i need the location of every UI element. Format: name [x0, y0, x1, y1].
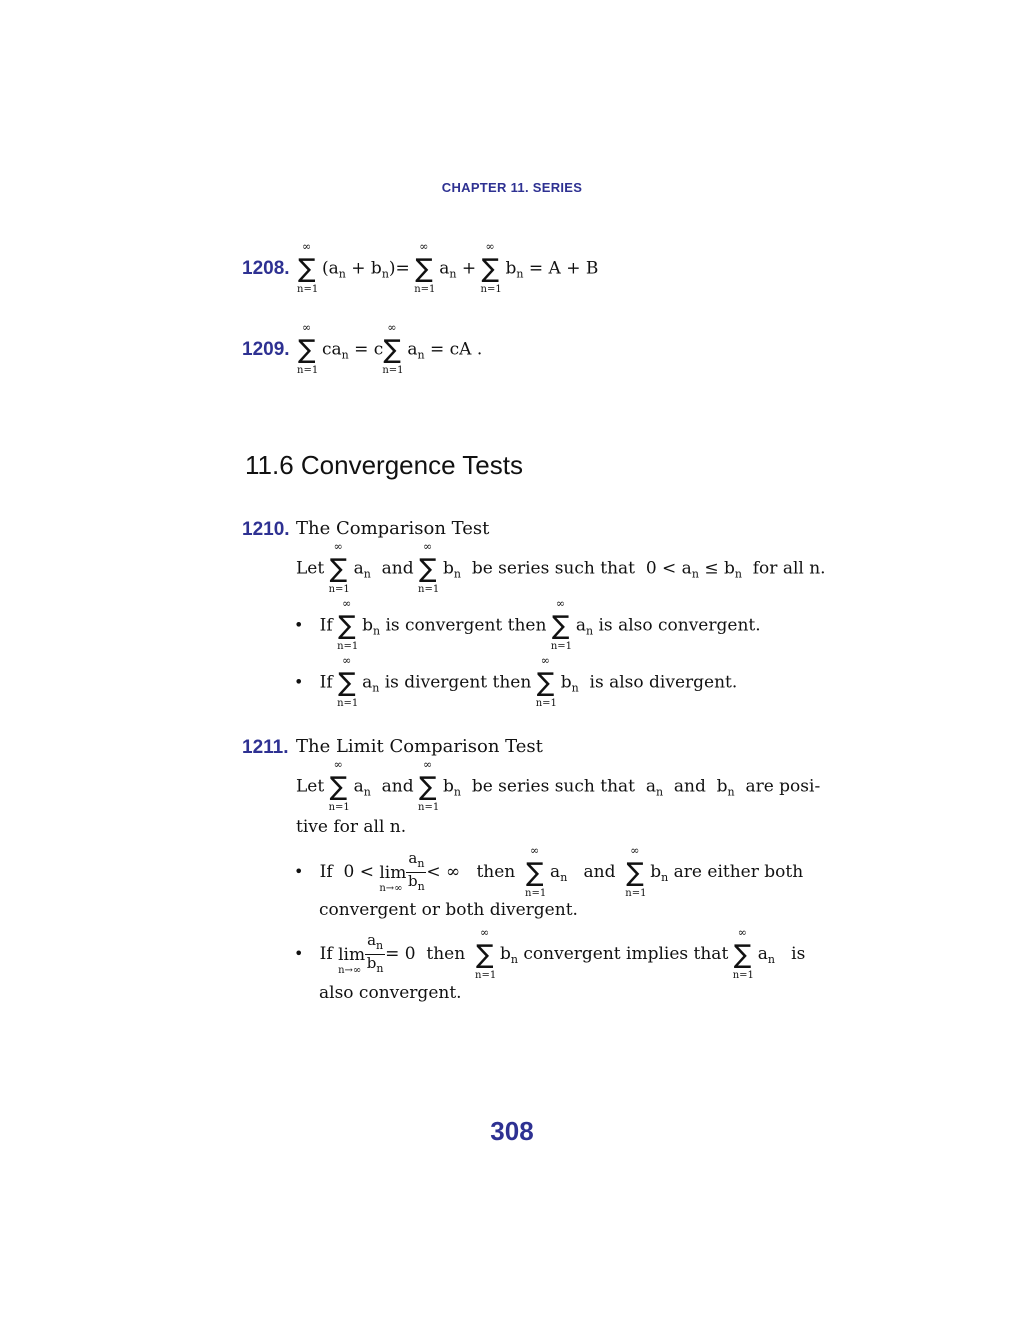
fraction-an-bn: $\frac{a_n}{b_n}$ [366, 931, 384, 975]
limit-expression: lim n→∞ [338, 944, 366, 976]
summation-symbol: ∞ ∑ n=1 [475, 925, 497, 981]
summation-symbol: ∞ ∑ n=1 [418, 540, 440, 595]
summation-symbol: ∞ ∑ n=1 [732, 925, 754, 981]
summation-symbol: ∞ ∑ n=1 [328, 758, 350, 813]
limit-expression: lim n→∞ [379, 862, 407, 894]
comparison-bullet-1: • If ∞ ∑ n=1 $b_n$ is convergent then ∞ ∑ n=1 $a_n$ is also convergent. [294, 597, 761, 652]
formula-1209: ∞ ∑ n=1 $ca_n = c$ ∞ ∑ n=1 $a_n$ = cA . [297, 321, 483, 376]
limit-test-statement: Let ∞ ∑ n=1 $a_n$ and ∞ ∑ n=1 $b_n$ be series such that $a_n$ and $b_n$ are posi- [296, 758, 821, 813]
summation-symbol: ∞ ∑ n=1 [625, 843, 647, 899]
summation-symbol: ∞ ∑ n=1 [414, 240, 436, 295]
summation-symbol: ∞ ∑ n=1 [382, 321, 404, 376]
summation-symbol: ∞ ∑ n=1 [418, 758, 440, 813]
test-title-1210: The Comparison Test [296, 518, 490, 539]
summation-symbol: ∞ ∑ n=1 [297, 321, 319, 376]
formula-number-1209: 1209. [242, 339, 290, 360]
limit-bullet-1: • If 0 < lim n→∞ $\frac{a_n}{b_n}$ < ∞ then ∞ ∑ n=1 $a_n$ and ∞ ∑ n=1 $b_n$ are either both [294, 843, 804, 899]
bullet-icon: • [294, 672, 304, 692]
summation-symbol: ∞ ∑ n=1 [297, 240, 319, 295]
chapter-header: CHAPTER 11. SERIES [441, 180, 583, 195]
formula-number-1208: 1208. [242, 258, 290, 279]
test-title-1211: The Limit Comparison Test [296, 736, 543, 757]
formula-number-1210: 1210. [242, 519, 290, 540]
page-number: 308 [490, 1116, 534, 1146]
fraction-an-bn: $\frac{a_n}{b_n}$ [408, 849, 425, 893]
comparison-test-statement: Let ∞ ∑ n=1 $a_n$ and ∞ ∑ n=1 $b_n$ be series such that $0 < a_n \le b_n$ for all n. [296, 540, 826, 595]
summation-symbol: ∞ ∑ n=1 [480, 240, 502, 295]
bullet-icon: • [294, 615, 304, 635]
comparison-bullet-2: • If ∞ ∑ n=1 $a_n$ is divergent then ∞ ∑ n=1 $b_n$ is also divergent. [294, 654, 738, 709]
bullet-icon: • [294, 944, 304, 963]
limit-bullet-1-line2: convergent or both divergent. [319, 900, 578, 920]
formula-number-1211: 1211. [242, 737, 289, 758]
summation-symbol: ∞ ∑ n=1 [535, 654, 557, 709]
limit-test-statement-line2: tive for all n. [296, 817, 407, 837]
summation-symbol: ∞ ∑ n=1 [328, 540, 350, 595]
summation-symbol: ∞ ∑ n=1 [337, 654, 359, 709]
summation-symbol: ∞ ∑ n=1 [525, 843, 547, 899]
summation-symbol: ∞ ∑ n=1 [550, 597, 573, 652]
section-title: 11.6 Convergence Tests [245, 450, 523, 480]
limit-bullet-2: • If lim n→∞ $\frac{a_n}{b_n}$ = 0 then ∞ ∑ n=1 $b_n$ convergent implies that ∞ ∑ n=1 $a_n$ is [294, 925, 806, 981]
bullet-icon: • [294, 862, 304, 881]
formula-1208: ∞ ∑ n=1 $(a_n + b_n)=$ ∞ ∑ n=1 $a_n$ + ∞ ∑ n=1 $b_n = A + B$ [297, 240, 599, 295]
summation-symbol: ∞ ∑ n=1 [337, 597, 359, 652]
limit-bullet-2-line2: also convergent. [319, 983, 462, 1003]
